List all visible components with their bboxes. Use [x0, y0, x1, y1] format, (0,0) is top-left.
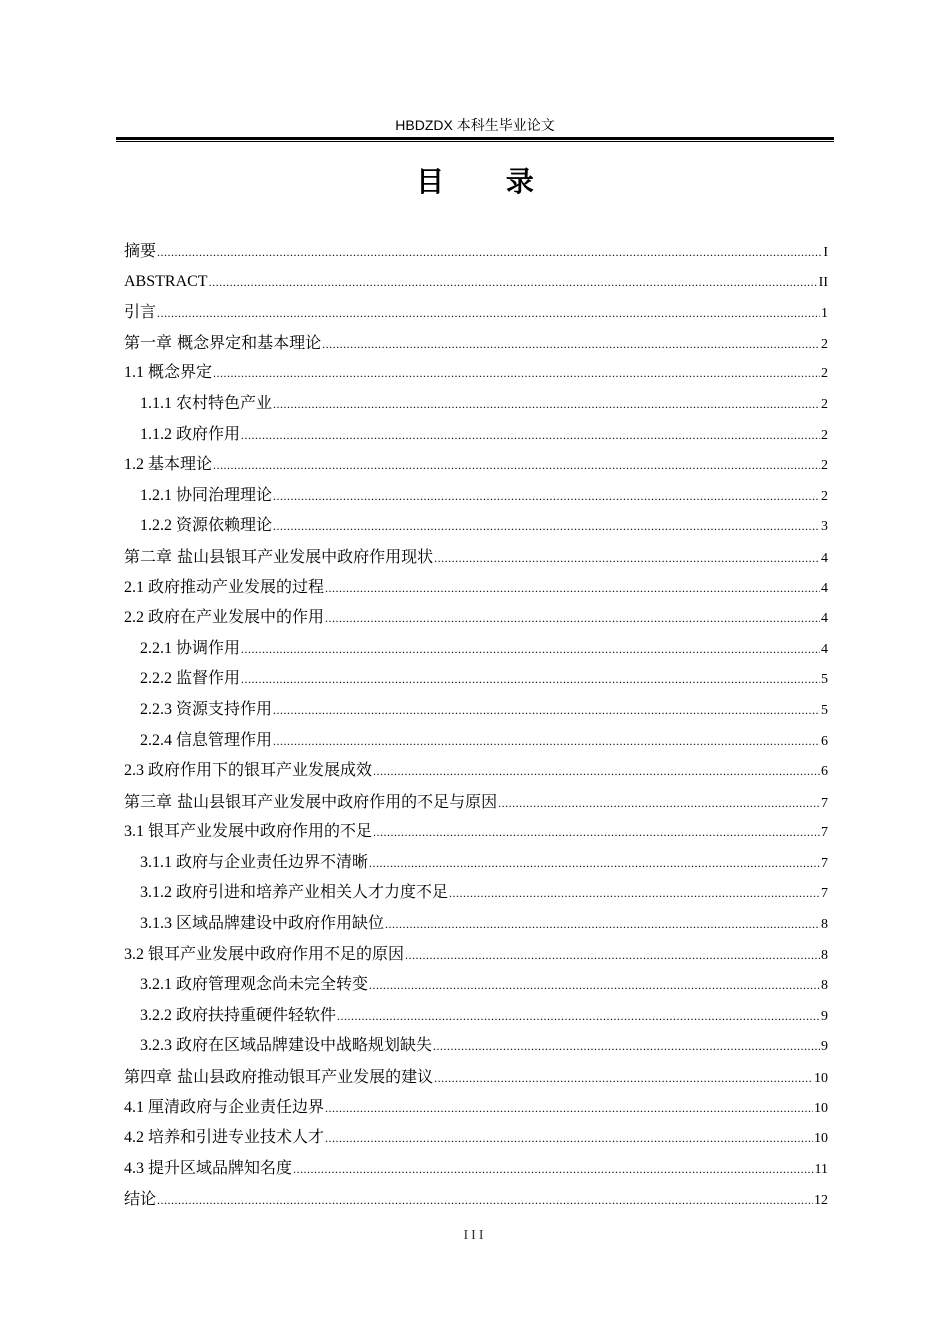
header-rule-thick [116, 137, 834, 140]
toc-entry-page: 2 [821, 458, 828, 474]
toc-dot-leader [449, 878, 820, 909]
toc-entry-label: 摘要 [124, 241, 157, 260]
toc-entry-label: 2.2.2 监督作用 [140, 670, 241, 688]
toc-dot-leader [369, 970, 820, 1001]
toc-entry-label: 3.1.1 政府与企业责任边界不清晰 [140, 853, 369, 871]
toc-entry[interactable] [124, 634, 828, 665]
toc-entry-page: 4 [821, 550, 828, 566]
toc-dot-leader [434, 543, 820, 574]
toc-entry[interactable] [124, 542, 828, 573]
toc-entry[interactable] [124, 695, 828, 726]
toc-dot-leader [325, 1093, 813, 1124]
toc-entry-label: 3.2.2 政府扶持重硬件轻软件 [140, 1006, 337, 1024]
toc-entry-label: 1.2.2 资源依赖理论 [140, 517, 273, 535]
toc-dot-leader [209, 267, 818, 298]
toc-entry-page: 3 [821, 519, 828, 535]
toc-entry-page: 7 [821, 825, 828, 841]
toc-entry[interactable] [124, 511, 828, 542]
toc-entry[interactable] [124, 940, 828, 971]
toc-entry[interactable] [124, 1062, 828, 1093]
toc-entry-label: 1.2 基本理论 [124, 456, 213, 474]
toc-entry-label: 1.1.2 政府作用 [140, 425, 241, 443]
toc-entry-page: 4 [821, 580, 828, 596]
toc-dot-leader [325, 1123, 813, 1154]
toc-entry[interactable] [124, 450, 828, 481]
toc-entry-page: 8 [821, 947, 828, 963]
toc-dot-leader [157, 237, 822, 268]
toc-dot-leader [293, 1154, 814, 1185]
toc-dot-leader [322, 329, 820, 360]
toc-entry-label: 3.1.2 政府引进和培养产业相关人才力度不足 [140, 884, 449, 902]
toc-entry[interactable] [124, 1001, 828, 1032]
toc-entry[interactable] [124, 358, 828, 389]
toc-dot-leader [157, 1185, 813, 1216]
toc-entry-label: 3.2.1 政府管理观念尚未完全转变 [140, 976, 369, 994]
page-title: 目 录 [416, 165, 560, 198]
toc-entry[interactable] [124, 267, 828, 298]
header-rule-thin [116, 141, 834, 142]
toc-entry-label: 4.2 培养和引进专业技术人才 [124, 1129, 325, 1147]
toc-entry-page: 5 [821, 702, 828, 718]
toc-entry[interactable] [124, 389, 828, 420]
toc-dot-leader [157, 298, 820, 329]
toc-dot-leader [213, 358, 820, 389]
toc-entry-label: 3.1.3 区域品牌建设中政府作用缺位 [140, 915, 385, 933]
toc-entry-label: 引言 [124, 302, 157, 322]
toc-entry[interactable] [124, 297, 828, 328]
toc-entry[interactable] [124, 756, 828, 787]
toc-entry-page: 11 [814, 1161, 828, 1177]
toc-entry-label: 2.2 政府在产业发展中的作用 [124, 609, 325, 627]
toc-dot-leader [405, 940, 820, 971]
toc-entry-page: 2 [821, 336, 828, 352]
toc-entry[interactable] [124, 1031, 828, 1062]
toc-entry-label: 3.1 银耳产业发展中政府作用的不足 [124, 823, 373, 841]
toc-entry-label: 1.2.1 协同治理理论 [140, 486, 273, 504]
toc-entry-page: I [823, 245, 828, 260]
toc-entry-label: 结论 [124, 1189, 157, 1209]
toc-entry-page: 9 [821, 1039, 828, 1055]
toc-entry[interactable] [124, 1184, 828, 1215]
toc-dot-leader [273, 389, 820, 420]
toc-entry[interactable] [124, 420, 828, 451]
toc-entry-page: 10 [814, 1071, 828, 1087]
toc-entry-label: 2.2.4 信息管理作用 [140, 731, 273, 749]
toc-entry[interactable] [124, 878, 828, 909]
toc-entry-page: 5 [821, 672, 828, 688]
toc-entry-label: 第三章 盐山县银耳产业发展中政府作用的不足与原因 [124, 791, 498, 811]
toc-entry[interactable] [124, 1093, 828, 1124]
toc-entry-page: II [818, 274, 828, 290]
toc-entry-page: 7 [821, 855, 828, 871]
toc-entry-page: 7 [821, 795, 828, 811]
toc-entry-page: 4 [821, 611, 828, 627]
toc-entry[interactable] [124, 664, 828, 695]
toc-entry[interactable] [124, 848, 828, 879]
toc-entry[interactable] [124, 817, 828, 848]
toc-entry[interactable] [124, 481, 828, 512]
toc-entry[interactable] [124, 787, 828, 818]
table-of-contents [124, 236, 828, 1215]
toc-dot-leader [325, 573, 820, 604]
toc-entry-page: 8 [821, 978, 828, 994]
toc-entry[interactable] [124, 603, 828, 634]
toc-entry-page: 2 [821, 396, 828, 412]
toc-dot-leader [385, 909, 820, 940]
toc-entry-page: 10 [814, 1100, 828, 1116]
toc-dot-leader [373, 817, 820, 848]
toc-dot-leader [273, 511, 820, 542]
toc-entry-label: 4.3 提升区域品牌知名度 [124, 1159, 293, 1177]
toc-dot-leader [498, 788, 820, 819]
toc-entry-label: 3.2.3 政府在区域品牌建设中战略规划缺失 [140, 1037, 433, 1055]
toc-dot-leader [433, 1031, 820, 1062]
toc-dot-leader [273, 695, 820, 726]
toc-dot-leader [273, 481, 820, 512]
toc-entry[interactable] [124, 970, 828, 1001]
toc-entry-page: 6 [821, 764, 828, 780]
page-number: III [463, 1228, 487, 1243]
toc-entry-label: 2.3 政府作用下的银耳产业发展成效 [124, 762, 373, 780]
toc-entry-label: 第四章 盐山县政府推动银耳产业发展的建议 [124, 1067, 434, 1087]
toc-entry-page: 7 [821, 886, 828, 902]
toc-dot-leader [241, 664, 820, 695]
toc-entry-page: 2 [821, 366, 828, 382]
toc-entry-label: 第二章 盐山县银耳产业发展中政府作用现状 [124, 546, 434, 566]
toc-entry-page: 2 [821, 427, 828, 443]
toc-entry-page: 10 [814, 1131, 828, 1147]
toc-dot-leader [373, 756, 820, 787]
toc-entry[interactable] [124, 909, 828, 940]
toc-entry-label: 1.1.1 农村特色产业 [140, 394, 273, 412]
toc-entry[interactable] [124, 726, 828, 757]
toc-entry[interactable] [124, 328, 828, 359]
toc-entry-page: 9 [821, 1008, 828, 1024]
running-header: HBDZDX 本科生毕业论文 [395, 117, 555, 133]
toc-dot-leader [337, 1001, 820, 1032]
toc-dot-leader [369, 848, 820, 879]
toc-entry-label: 2.2.3 资源支持作用 [140, 700, 273, 718]
toc-entry-page: 6 [821, 733, 828, 749]
toc-dot-leader [273, 726, 820, 757]
toc-entry[interactable] [124, 1154, 828, 1185]
toc-entry[interactable] [124, 1123, 828, 1154]
toc-entry[interactable] [124, 573, 828, 604]
toc-entry-label: 3.2 银耳产业发展中政府作用不足的原因 [124, 945, 405, 963]
toc-dot-leader [434, 1063, 813, 1094]
toc-dot-leader [325, 603, 820, 634]
toc-dot-leader [213, 450, 820, 481]
toc-entry-label: ABSTRACT [124, 272, 208, 290]
toc-entry-label: 2.2.1 协调作用 [140, 639, 241, 657]
toc-entry[interactable] [124, 236, 828, 267]
toc-dot-leader [241, 420, 820, 451]
toc-entry-label: 1.1 概念界定 [124, 364, 213, 382]
toc-entry-page: 1 [821, 306, 828, 322]
toc-entry-page: 4 [821, 641, 828, 657]
toc-dot-leader [241, 634, 820, 665]
toc-entry-label: 4.1 厘清政府与企业责任边界 [124, 1098, 325, 1116]
toc-entry-label: 第一章 概念界定和基本理论 [124, 332, 322, 352]
toc-entry-page: 12 [814, 1193, 828, 1209]
toc-entry-label: 2.1 政府推动产业发展的过程 [124, 578, 325, 596]
toc-entry-page: 8 [821, 917, 828, 933]
toc-entry-page: 2 [821, 488, 828, 504]
